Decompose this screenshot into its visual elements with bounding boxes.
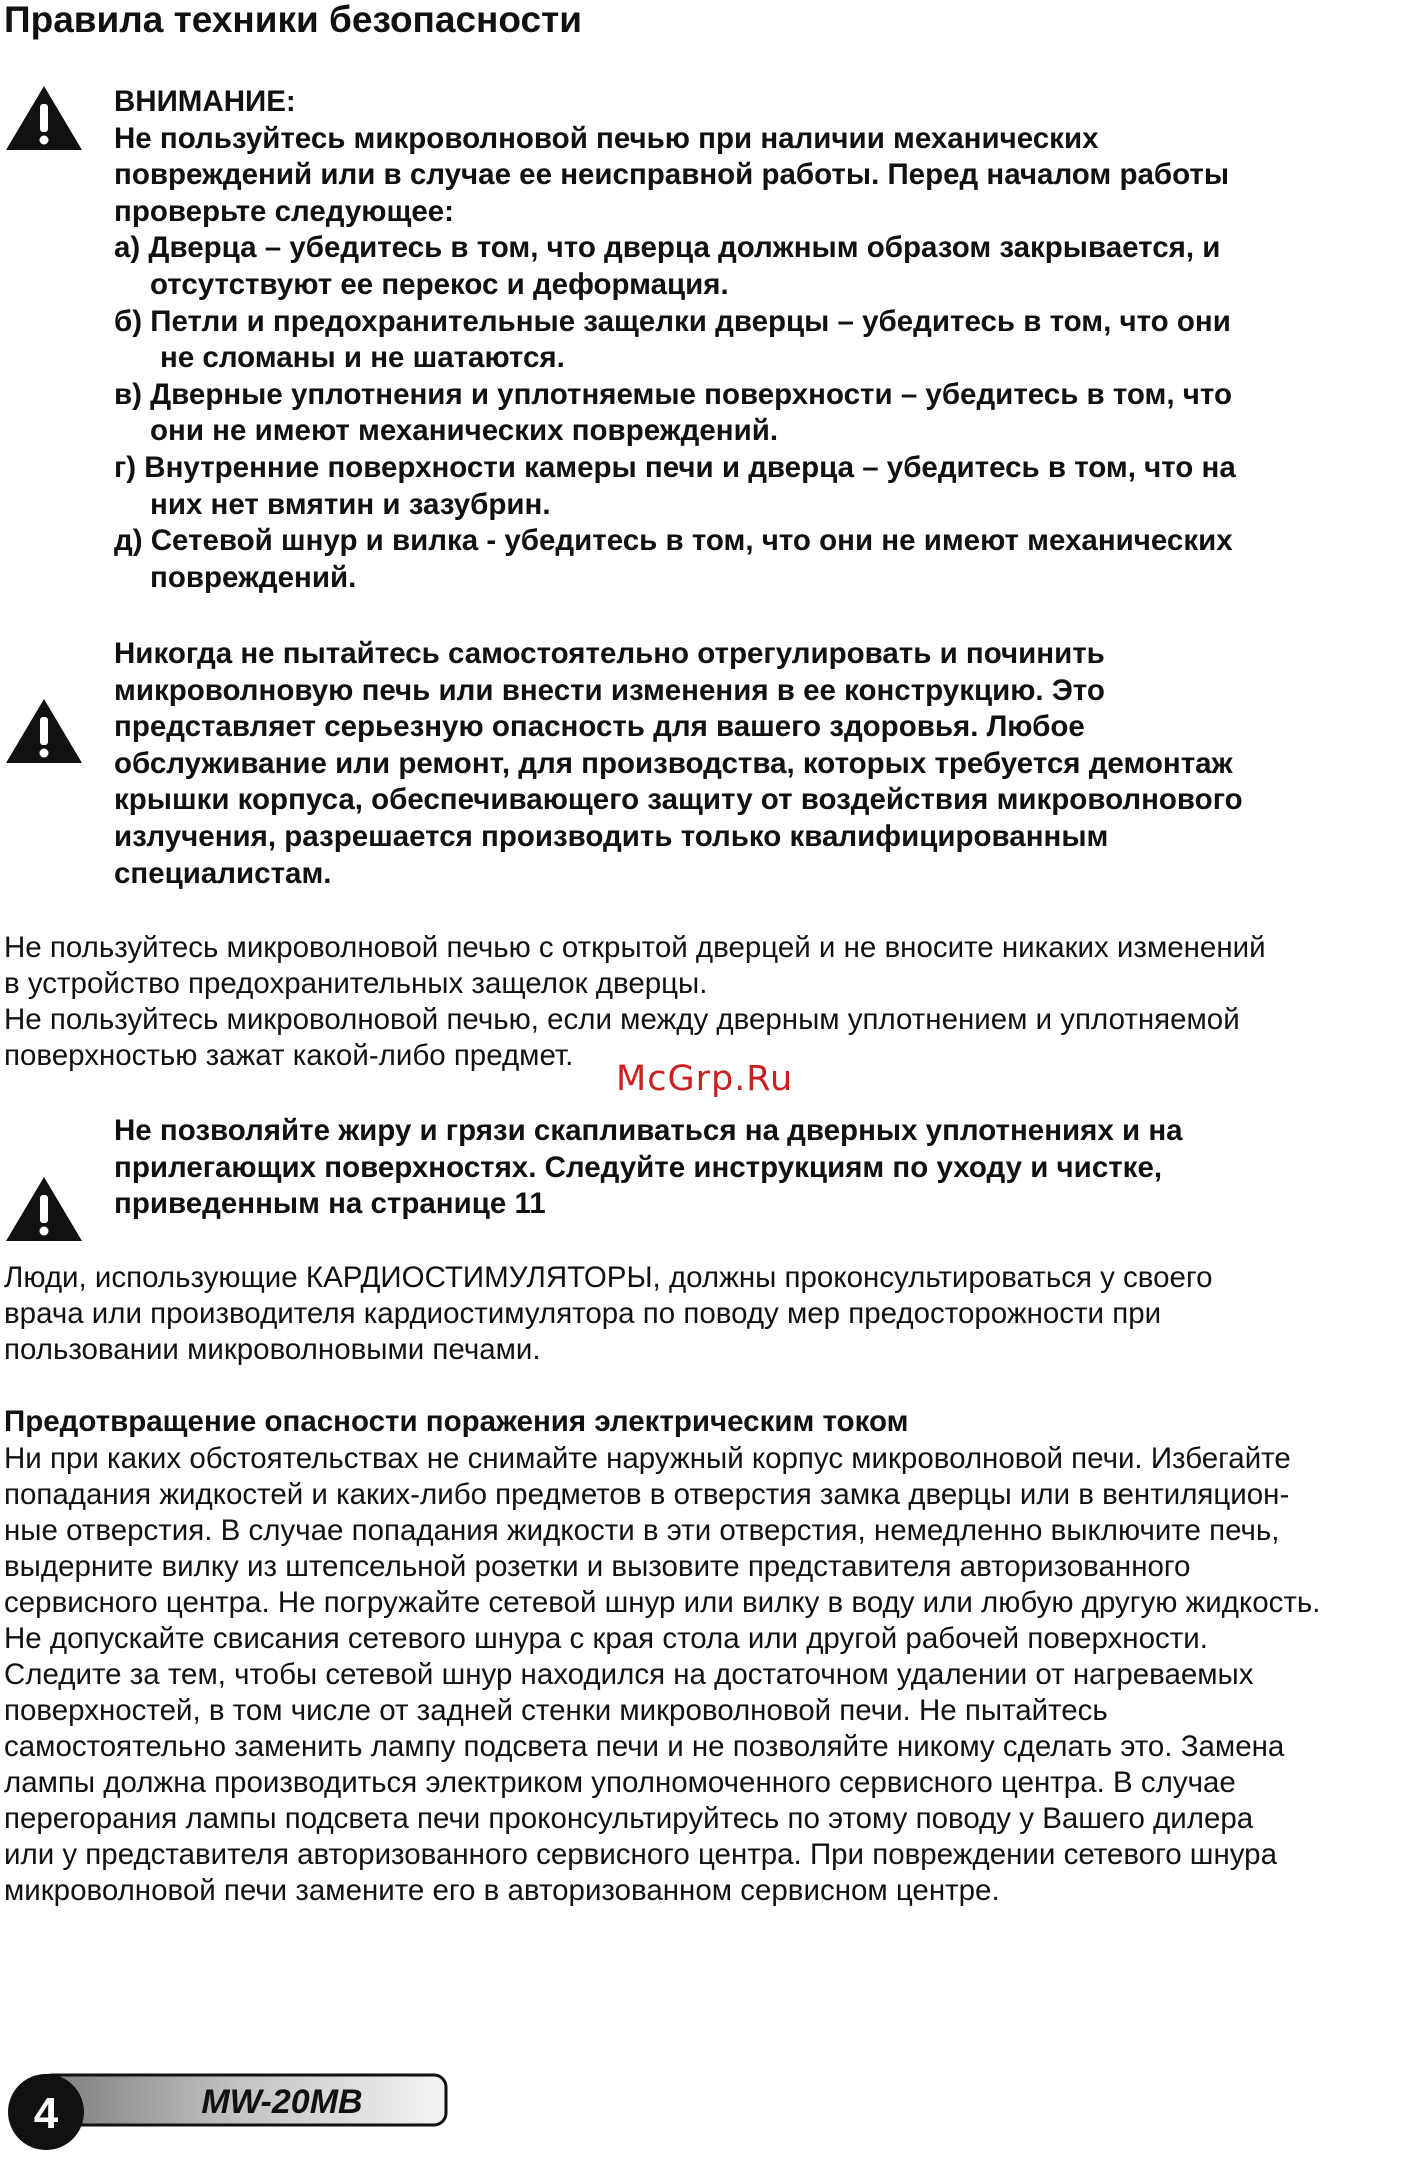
- paragraph-line: или у представителя авторизованного сервисного центра. При повреждении сетевого шнура: [4, 1838, 1277, 1871]
- paragraph-line: в устройство предохранительных защелок дверцы.: [4, 967, 708, 1000]
- warning-block-repair: [114, 636, 1243, 892]
- paragraph-line: Не пользуйтесь микроволновой печью с открытой дверцей и не вносите никаких изменений: [4, 931, 1266, 964]
- checklist-item-a: а) Дверца – убедитесь в том, что дверца должным образом закрывается, и: [114, 231, 1221, 265]
- warning-line: Не пользуйтесь микроволновой печью при наличии механических: [114, 121, 1099, 155]
- paragraph-line: перегорания лампы подсвета печи проконсультируйтесь по этому поводу у Вашего дилера: [4, 1802, 1254, 1835]
- checklist-item-b: б) Петли и предохранительные защелки дверцы – убедитесь в том, что они: [114, 304, 1231, 338]
- checklist-item-v: в) Дверные уплотнения и уплотняемые поверхности – убедитесь в том, что: [114, 377, 1232, 411]
- paragraph-line: ные отверстия. В случае попадания жидкости в эти отверстия, немедленно выключите печь,: [4, 1514, 1280, 1547]
- paragraph-line: микроволновой печи замените его в авторизованном сервисном центре.: [4, 1874, 1000, 1907]
- checklist-item-v-cont: они не имеют механических повреждений.: [150, 414, 779, 448]
- warning-line: крышки корпуса, обеспечивающего защиту от воздействия микроволнового: [114, 783, 1243, 817]
- paragraph-pacemaker: [4, 1260, 1212, 1368]
- warning-triangle-icon: [4, 84, 84, 152]
- page-title: Правила техники безопасности: [4, 0, 582, 40]
- warning-block-inspection: [114, 84, 1236, 596]
- paragraph-door-usage: [4, 930, 1266, 1074]
- section-body-electric: [4, 1441, 1320, 1909]
- checklist-item-d: д) Сетевой шнур и вилка - убедитесь в том, что они не имеют механических: [114, 524, 1233, 558]
- paragraph-line: пользовании микроволновыми печами.: [4, 1333, 541, 1366]
- paragraph-line: лампы должна производиться электриком уполномоченного сервисного центра. В случае: [4, 1766, 1236, 1799]
- paragraph-line: поверхностей, в том числе от задней стенки микроволновой печи. Не пытайтесь: [4, 1694, 1108, 1727]
- paragraph-line: врача или производителя кардиостимулятора по поводу мер предосторожности при: [4, 1297, 1162, 1330]
- page-number: 4: [33, 2089, 59, 2138]
- warning-line: представляет серьезную опасность для вашего здоровья. Любое: [114, 710, 1085, 744]
- paragraph-line: самостоятельно заменить лампу подсвета печи и не позволяйте никому сделать это. Замена: [4, 1730, 1285, 1763]
- warning-line: приведенным на странице 11: [114, 1187, 546, 1221]
- paragraph-line: поверхностью зажат какой-либо предмет.: [4, 1039, 574, 1072]
- checklist-item-g-cont: них нет вмятин и зазубрин.: [150, 487, 551, 521]
- paragraph-line: Не пользуйтесь микроволновой печью, если между дверным уплотнением и уплотняемой: [4, 1003, 1240, 1036]
- section-heading-electric: Предотвращение опасности поражения электрическим током: [4, 1405, 909, 1438]
- warning-triangle-icon: [4, 1175, 84, 1243]
- warning-line: проверьте следующее:: [114, 194, 454, 228]
- warning-line: микроволновую печь или внести изменения в ее конструкцию. Это: [114, 673, 1105, 707]
- warning-line: обслуживание или ремонт, для производства, которых требуется демонтаж: [114, 746, 1233, 780]
- warning-line: Не позволяйте жиру и грязи скапливаться на дверных уплотнениях и на: [114, 1114, 1183, 1147]
- warning-heading: ВНИМАНИЕ:: [114, 85, 296, 118]
- paragraph-line: Следите за тем, чтобы сетевой шнур находился на достаточном удалении от нагреваемых: [4, 1658, 1254, 1691]
- paragraph-line: Ни при каких обстоятельствах не снимайте наружный корпус микроволновой печи. Избегайте: [4, 1442, 1291, 1475]
- model-name: MW-20MB: [201, 2083, 363, 2121]
- paragraph-line: Люди, использующие КАРДИОСТИМУЛЯТОРЫ, должны проконсультироваться у своего: [4, 1261, 1213, 1294]
- warning-line: Никогда не пытайтесь самостоятельно отрегулировать и починить: [114, 637, 1105, 670]
- paragraph-line: Не допускайте свисания сетевого шнура с края стола или другой рабочей поверхности.: [4, 1622, 1208, 1655]
- checklist-item-b-cont: не сломаны и не шатаются.: [160, 341, 565, 375]
- warning-line: повреждений или в случае ее неисправной работы. Перед началом работы: [114, 158, 1230, 192]
- warning-line: прилегающих поверхностях. Следуйте инструкциям по уходу и чистке,: [114, 1150, 1163, 1184]
- footer-badge: [0, 2050, 460, 2150]
- warning-block-cleaning: [114, 1113, 1183, 1223]
- paragraph-line: попадания жидкостей и каких-либо предметов в отверстия замка дверцы или в вентиляцион-: [4, 1478, 1290, 1511]
- paragraph-line: сервисного центра. Не погружайте сетевой шнур или вилку в воду или любую другую жидкость.: [4, 1586, 1321, 1619]
- warning-line: излучения, разрешается производить только квалифицированным: [114, 819, 1109, 853]
- watermark: McGrp.Ru: [616, 1059, 794, 1099]
- paragraph-line: выдерните вилку из штепсельной розетки и вызовите представителя авторизованного: [4, 1550, 1191, 1583]
- checklist-item-g: г) Внутренние поверхности камеры печи и дверца – убедитесь в том, что на: [114, 450, 1236, 484]
- warning-line: специалистам.: [114, 856, 332, 890]
- checklist-item-a-cont: отсутствуют ее перекос и деформация.: [150, 267, 729, 301]
- warning-triangle-icon: [4, 697, 84, 765]
- checklist-item-d-cont: повреждений.: [150, 560, 357, 594]
